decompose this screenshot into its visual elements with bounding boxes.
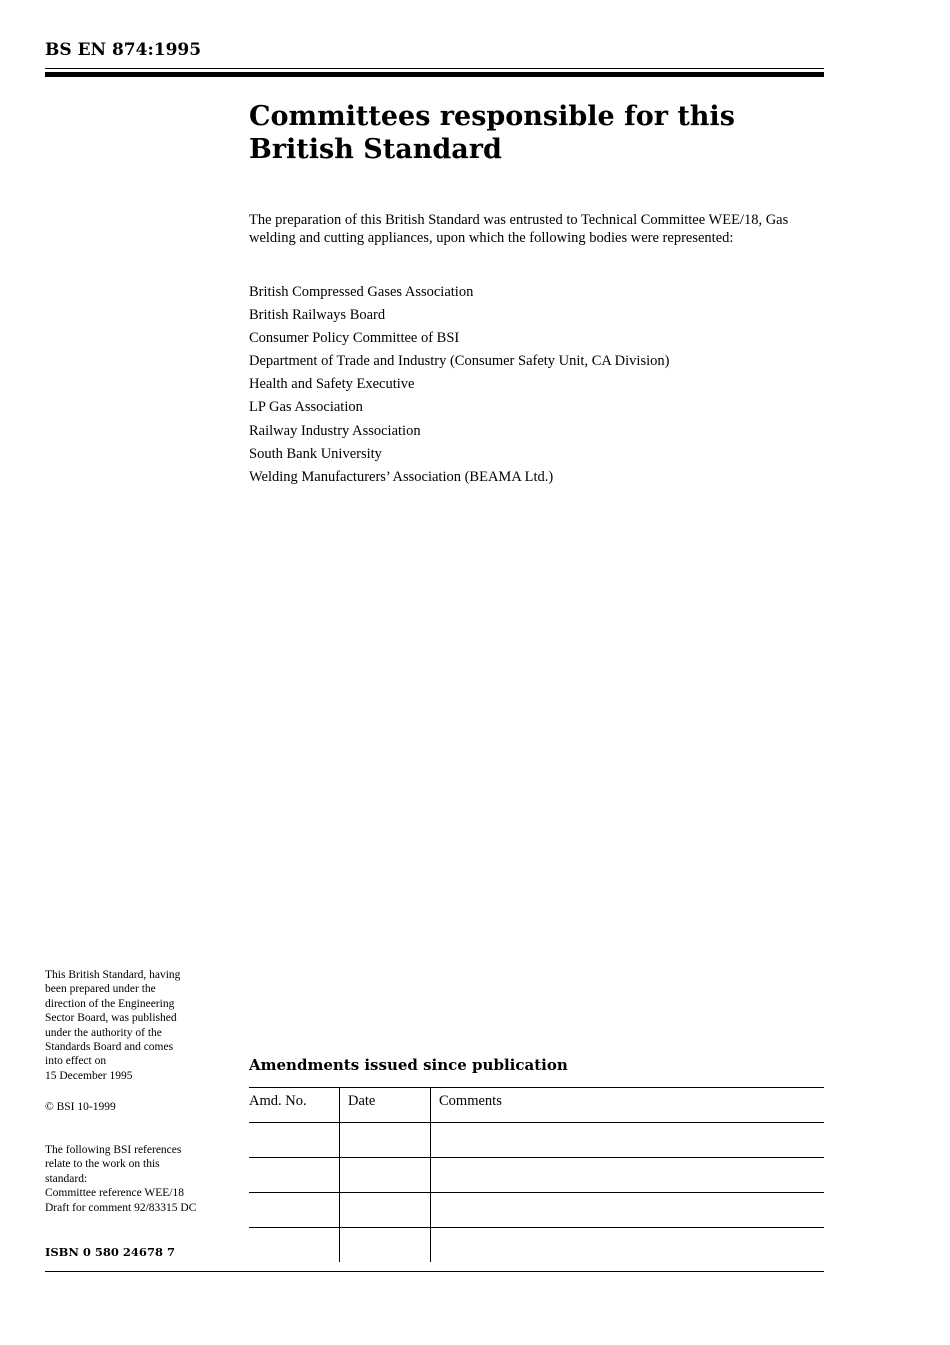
footer-rule — [45, 1271, 824, 1272]
reference-line: standard: — [45, 1172, 88, 1185]
body-item: Railway Industry Association — [249, 422, 421, 439]
table-cell — [431, 1228, 825, 1263]
publication-note-line: direction of the Engineering — [45, 997, 175, 1010]
page-title: Committees responsible for this British Standard — [249, 101, 735, 165]
body-item: British Compressed Gases Association — [249, 284, 474, 300]
table-row — [249, 1123, 824, 1158]
table-cell — [431, 1123, 825, 1158]
body-item: Health and Safety Executive — [249, 376, 415, 393]
table-cell — [340, 1228, 431, 1263]
amendments-heading: Amendments issued since publication — [249, 1056, 568, 1074]
intro-paragraph: The preparation of this British Standard was entrusted to Technical Committee WEE/18, Gas welding and cutting appliances, upon which the following bodies were represented: — [249, 212, 789, 246]
table-cell — [249, 1228, 340, 1263]
publication-note-line: under the authority of the — [45, 1026, 162, 1039]
publication-note-line: into effect on — [45, 1055, 107, 1068]
body-item: South Bank University — [249, 445, 382, 462]
table-cell — [340, 1193, 431, 1228]
body-item: British Railways Board — [249, 307, 386, 324]
publication-note-line: This British Standard, having — [45, 969, 181, 981]
column-header-amd-no: Amd. No. — [249, 1088, 340, 1123]
publication-note-line: Sector Board, was published — [45, 1012, 177, 1025]
table-cell — [340, 1158, 431, 1193]
body-item: LP Gas Association — [249, 399, 363, 416]
publication-note-line: been prepared under the — [45, 983, 156, 996]
isbn: ISBN 0 580 24678 7 — [45, 1245, 175, 1259]
reference-line: The following BSI references — [45, 1144, 182, 1156]
body-item: Consumer Policy Committee of BSI — [249, 330, 460, 347]
publication-note — [45, 968, 240, 1083]
table-cell — [249, 1123, 340, 1158]
publication-note-line: 15 December 1995 — [45, 1069, 133, 1082]
table-row — [249, 1158, 824, 1193]
table-cell — [431, 1158, 825, 1193]
reference-line: relate to the work on this — [45, 1158, 160, 1171]
table-cell — [340, 1123, 431, 1158]
reference-line: Draft for comment 92/83315 DC — [45, 1201, 197, 1214]
table-cell — [249, 1193, 340, 1228]
publication-note-line: Standards Board and comes — [45, 1041, 174, 1054]
table-cell — [249, 1158, 340, 1193]
document-id: BS EN 874:1995 — [45, 40, 202, 60]
amendments-table — [249, 1087, 824, 1262]
body-item: Department of Trade and Industry (Consumer Safety Unit, CA Division) — [249, 353, 670, 370]
table-row — [249, 1193, 824, 1228]
represented-bodies-list — [249, 281, 829, 489]
column-header-date: Date — [340, 1088, 431, 1123]
table-header-row — [249, 1088, 824, 1123]
table-cell — [431, 1193, 825, 1228]
bsi-references — [45, 1143, 240, 1215]
header-thick-rule — [45, 72, 824, 77]
reference-line: Committee reference WEE/18 — [45, 1187, 185, 1200]
column-header-comments: Comments — [431, 1088, 825, 1123]
copyright-notice: © BSI 10-1999 — [45, 1101, 116, 1113]
header-thin-rule — [45, 68, 824, 69]
body-item: Welding Manufacturers’ Association (BEAMA Ltd.) — [249, 468, 554, 485]
table-row — [249, 1228, 824, 1263]
